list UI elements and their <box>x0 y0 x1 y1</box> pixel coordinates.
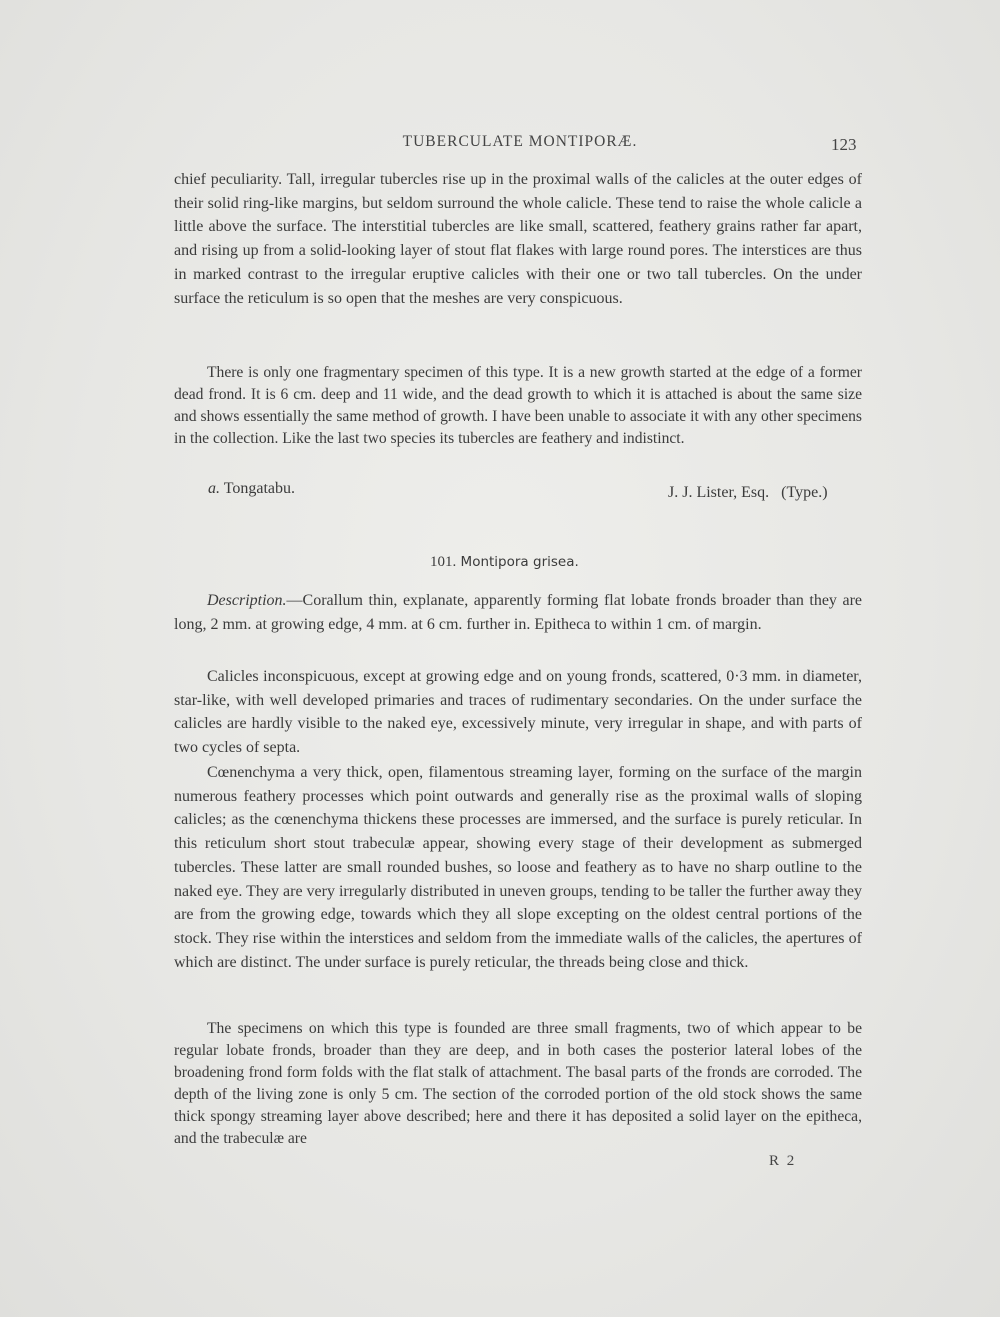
paragraph-specimens: The specimens on which this type is founded are three small fragments, two of which appear to be regular lobate fronds, broader than they are deep, and in both cases the posterior lateral lobes of the broadening frond form folds with the flat stalk of attachment. The basal parts of the fronds are corroded. The depth of the living zone is only 5 cm. The section of the corroded portion of the old stock shows the same thick spongy streaming layer above described; here and there it has deposited a solid layer on the epitheca, and the trabeculæ are <box>174 1020 862 1147</box>
paragraph-coenenchyma: Cœnenchyma a very thick, open, filamentous streaming layer, forming on the surface of the margin numerous feathery processes which point outwards and generally rise as the proximal walls of sloping calicles; as the cœnenchyma thickens these processes are immersed, and the surface is purely reticular. In this reticulum short stout trabeculæ appear, showing every stage of their development as submerged tubercles. These latter are small rounded bushes, so loose and feathery as to have no sharp outline to the naked eye. They are very irregularly distributed in uneven groups, tending to be taller the further away they are from the growing edge, towards which they all slope excepting on the oldest central portions of the stock. They rise within the interstices and seldom from the immediate walls of the calicles, the apertures of which are distinct. The under surface is purely reticular, the threads being close and thick. <box>174 764 862 971</box>
species-number: 101. <box>430 554 457 570</box>
collector-name: J. J. Lister, Esq. <box>668 484 770 501</box>
specimen-collector <box>668 484 828 502</box>
description-text: —Corallum thin, explanate, apparently forming flat lobate fronds broader than they are long, 2 mm. at growing edge, 4 mm. at 6 cm. further in. Epitheca to within 1 cm. of margin. <box>174 592 862 633</box>
paragraph-continuation: chief peculiarity. Tall, irregular tubercles rise up in the proximal walls of the calicles at the outer edges of their solid ring-like margins, but seldom surround the whole calicle. These tend to raise the whole calicle a little above the surface. The interstitial tubercles are like small, scattered, feathery grains rather far apart, and rising up from a solid-looking layer of stout flat flakes with large round pores. The interstices are thus in marked contrast to the irregular eruptive calicles with their one or two tall tubercles. On the under surface the reticulum is so open that the meshes are very conspicuous. <box>174 171 862 307</box>
specimen-status: (Type.) <box>781 484 828 501</box>
paragraph-calicles: Calicles inconspicuous, except at growing edge and on young fronds, scattered, 0·3 mm. in diameter, star-like, with well developed primaries and traces of rudimentary secondaries. On the under surface the calicles are hardly visible to the naked eye, excessively minute, very irregular in shape, and with parts of two cycles of septa. <box>174 668 862 757</box>
species-heading <box>430 554 579 571</box>
paragraph-description <box>174 589 862 636</box>
species-name: Montipora grisea. <box>460 554 579 570</box>
page-number: 123 <box>831 135 857 154</box>
signature-mark: R 2 <box>769 1153 797 1169</box>
paragraph-specimen-note: There is only one fragmentary specimen of this type. It is a new growth started at the edge of a former dead frond. It is 6 cm. deep and 11 wide, and the dead growth to which it is attached is about the same size and shows essentially the same method of growth. I have been unable to associate it with any other specimens in the collection. Like the last two species its tubercles are feathery and indistinct. <box>174 364 862 447</box>
specimen-letter: a. <box>208 480 220 497</box>
specimen-locality-name: Tongatabu. <box>223 480 296 497</box>
specimen-locality <box>208 480 295 498</box>
running-header-title: TUBERCULATE MONTIPORÆ. <box>402 133 638 150</box>
description-label: Description. <box>207 592 287 609</box>
